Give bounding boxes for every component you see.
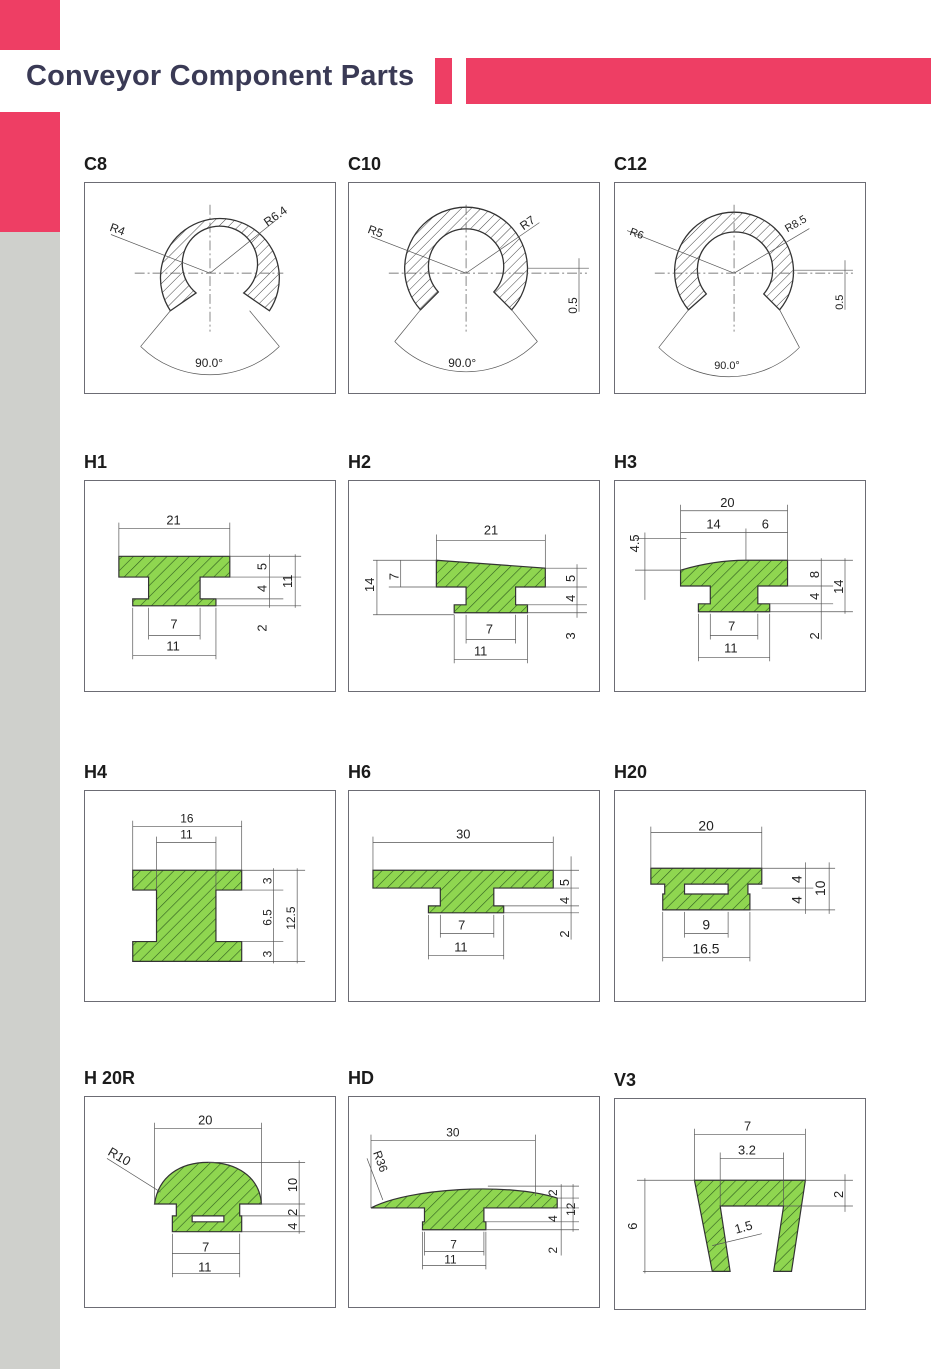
dim-label: R6.4 xyxy=(261,203,290,230)
dim-label: R7 xyxy=(517,212,538,234)
dim-label: 3 xyxy=(260,877,275,885)
dim-label: 16 xyxy=(180,811,194,826)
dim-label: 6.5 xyxy=(260,909,275,926)
dim-label: 5 xyxy=(557,878,573,887)
dim-label: 90.0° xyxy=(195,356,224,371)
header-accent-small xyxy=(435,58,452,104)
dim-label: 0.5 xyxy=(566,297,581,314)
part-name: H4 xyxy=(84,762,108,782)
part-drawing xyxy=(84,182,336,394)
part-drawing xyxy=(614,182,866,394)
dim-label: 90.0° xyxy=(448,356,477,371)
dim-label: 7 xyxy=(458,917,466,933)
dim-label: 7 xyxy=(450,1237,457,1252)
part-v3 xyxy=(614,1070,866,1310)
dim-label: 3 xyxy=(260,950,275,958)
dim-label: 4 xyxy=(254,584,270,592)
dim-label: 90.0° xyxy=(714,360,740,373)
dim-label: 2 xyxy=(831,1190,847,1199)
dim-label: 3.2 xyxy=(738,1142,756,1158)
part-c12 xyxy=(614,154,866,394)
sidebar-accent-grey xyxy=(0,232,60,1369)
part-h4 xyxy=(84,762,336,1002)
dim-label: 4 xyxy=(788,896,805,904)
profile-shape xyxy=(133,870,242,961)
part-hd xyxy=(348,1068,600,1308)
dim-label: 14 xyxy=(706,516,721,532)
dim-label: 5 xyxy=(563,574,579,583)
part-drawing xyxy=(84,790,336,1002)
part-drawing xyxy=(84,480,336,692)
profile-shape xyxy=(155,1162,262,1231)
dim-label: R6 xyxy=(628,226,646,243)
dim-label: 6 xyxy=(624,1222,640,1230)
dim-label: 12 xyxy=(564,1202,579,1216)
dim-label: 4 xyxy=(807,592,823,600)
part-drawing xyxy=(348,1096,600,1308)
dim-label: 2 xyxy=(546,1246,561,1254)
part-c10 xyxy=(348,154,600,394)
dim-label: 2 xyxy=(254,624,270,632)
dim-label: 11 xyxy=(454,939,468,955)
dim-label: 20 xyxy=(720,494,735,510)
dim-label: 11 xyxy=(474,643,488,659)
part-drawing xyxy=(348,790,600,1002)
part-h1 xyxy=(84,452,336,692)
part-name: C8 xyxy=(84,154,108,174)
dim-label: 4 xyxy=(557,896,573,904)
part-name: H6 xyxy=(348,762,372,782)
dim-label: 2 xyxy=(285,1208,301,1216)
dim-label: 11 xyxy=(198,1259,212,1275)
dim-label: 0.5 xyxy=(834,294,847,310)
profile-shape xyxy=(651,868,762,910)
dim-label: 7 xyxy=(386,572,402,581)
part-h20r xyxy=(84,1068,336,1308)
part-drawing xyxy=(348,480,600,692)
dim-label: 4 xyxy=(563,594,579,602)
dim-label: R5 xyxy=(365,222,386,241)
dim-label: 11 xyxy=(724,640,738,656)
dim-label: 7 xyxy=(202,1239,210,1255)
part-name: H 20R xyxy=(84,1068,136,1088)
dim-label: 16.5 xyxy=(692,940,720,957)
part-name: C10 xyxy=(348,154,382,174)
dim-label: 10 xyxy=(285,1177,301,1193)
part-drawing xyxy=(614,480,866,692)
part-drawing xyxy=(614,1098,866,1310)
dim-label: 11 xyxy=(166,638,180,654)
dim-label: 8 xyxy=(807,570,823,579)
page-title: Conveyor Component Parts xyxy=(26,60,415,92)
dim-label: 11 xyxy=(444,1252,457,1267)
dim-label: 21 xyxy=(483,522,499,538)
dim-label: 2 xyxy=(807,632,823,640)
dim-label: 4 xyxy=(788,875,805,884)
dim-label: 30 xyxy=(446,1125,460,1140)
part-name: H20 xyxy=(614,762,648,782)
part-h3 xyxy=(614,452,866,692)
dim-label: R8.5 xyxy=(783,213,809,236)
dim-label: 4 xyxy=(546,1215,561,1222)
dim-label: R36 xyxy=(370,1148,391,1174)
dim-label: 4.5 xyxy=(626,534,642,553)
part-name: V3 xyxy=(614,1070,637,1090)
dim-label: 11 xyxy=(180,827,193,842)
dim-label: 7 xyxy=(485,621,494,637)
dim-label: 2 xyxy=(546,1189,561,1197)
profile-shape xyxy=(371,1189,557,1230)
part-c8 xyxy=(84,154,336,394)
part-h6 xyxy=(348,762,600,1002)
dim-label: 7 xyxy=(728,618,736,634)
dim-label: 30 xyxy=(456,826,471,842)
dim-label: 11 xyxy=(280,574,296,588)
dim-label: 2 xyxy=(557,930,573,938)
part-drawing xyxy=(348,182,600,394)
dim-label: 3 xyxy=(563,632,579,640)
dim-label: 12.5 xyxy=(284,906,299,930)
part-h2 xyxy=(348,452,600,692)
dim-label: 6 xyxy=(761,516,769,532)
dim-label: 14 xyxy=(831,579,847,594)
dim-label: 1.5 xyxy=(732,1217,755,1237)
dim-label: R4 xyxy=(107,220,127,239)
dim-label: 4 xyxy=(285,1222,301,1230)
dim-label: 20 xyxy=(698,817,714,834)
sidebar-accent-pink xyxy=(0,112,60,232)
part-h20 xyxy=(614,762,866,1002)
part-name: H3 xyxy=(614,452,638,472)
part-name: C12 xyxy=(614,154,648,174)
dim-label: 21 xyxy=(166,512,181,528)
part-name: H1 xyxy=(84,452,108,472)
part-name: H2 xyxy=(348,452,372,472)
dim-label: 20 xyxy=(198,1112,213,1128)
dim-label: 14 xyxy=(361,577,377,592)
dim-label: 10 xyxy=(812,880,829,896)
profile-shape xyxy=(373,870,553,913)
dim-label: R10 xyxy=(105,1144,134,1169)
profile-shape xyxy=(119,556,230,606)
part-name: HD xyxy=(348,1068,374,1088)
header-accent-bar xyxy=(466,58,931,104)
dim-label: 5 xyxy=(254,562,270,571)
dim-label: 9 xyxy=(702,916,711,933)
dim-label: 7 xyxy=(743,1118,752,1134)
dim-label: 7 xyxy=(170,616,178,632)
part-drawing xyxy=(614,790,866,1002)
profile-shape xyxy=(160,218,279,310)
part-drawing xyxy=(84,1096,336,1308)
sidebar-accent-top xyxy=(0,0,60,50)
